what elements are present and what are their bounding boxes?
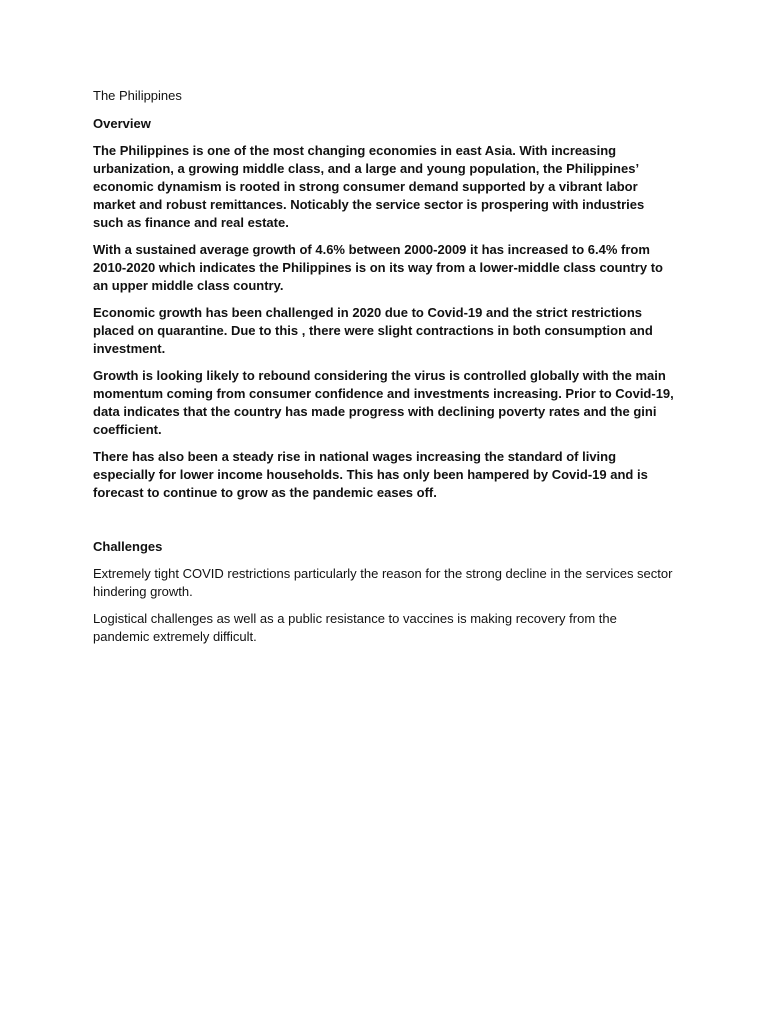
document-title: The Philippines	[93, 88, 182, 103]
challenges-paragraph-2: Logistical challenges as well as a public resistance to vaccines is making recovery from the pandemic extremely difficult.	[93, 611, 617, 644]
overview-paragraph-3: Economic growth has been challenged in 2020 due to Covid-19 and the strict restrictions placed on quarantine. Due to this , there were slight contractions in both consumption and investment.	[93, 305, 653, 356]
overview-paragraph-5: There has also been a steady rise in national wages increasing the standard of living especially for lower income households. This has only been hampered by Covid-19 and is forecast to continue to grow as the pandemic eases off.	[93, 449, 648, 500]
overview-paragraph-1: The Philippines is one of the most changing economies in east Asia. With increasing urbanization, a growing middle class, and a large and young population, the Philippines’ economic dynamism is rooted in strong consumer demand supported by a vibrant labor market and robust remittances. Noticably the service sector is prospering with industries such as finance and real estate.	[93, 143, 645, 230]
overview-paragraph-4: Growth is looking likely to rebound considering the virus is controlled globally with the main momentum coming from consumer confidence and investments increasing. Prior to Covid-19, data indicates that the country has made progress with declining poverty rates and the gini coefficient.	[93, 368, 674, 437]
challenges-paragraph-1: Extremely tight COVID restrictions particularly the reason for the strong decline in the services sector hindering growth.	[93, 566, 673, 599]
overview-heading: Overview	[93, 116, 151, 131]
challenges-heading: Challenges	[93, 539, 163, 554]
overview-paragraph-2: With a sustained average growth of 4.6% between 2000-2009 it has increased to 6.4% from 2010-2020 which indicates the Philippines is on its way from a lower-middle class country to an upper middle class country.	[93, 242, 664, 293]
section-spacer	[93, 511, 676, 538]
